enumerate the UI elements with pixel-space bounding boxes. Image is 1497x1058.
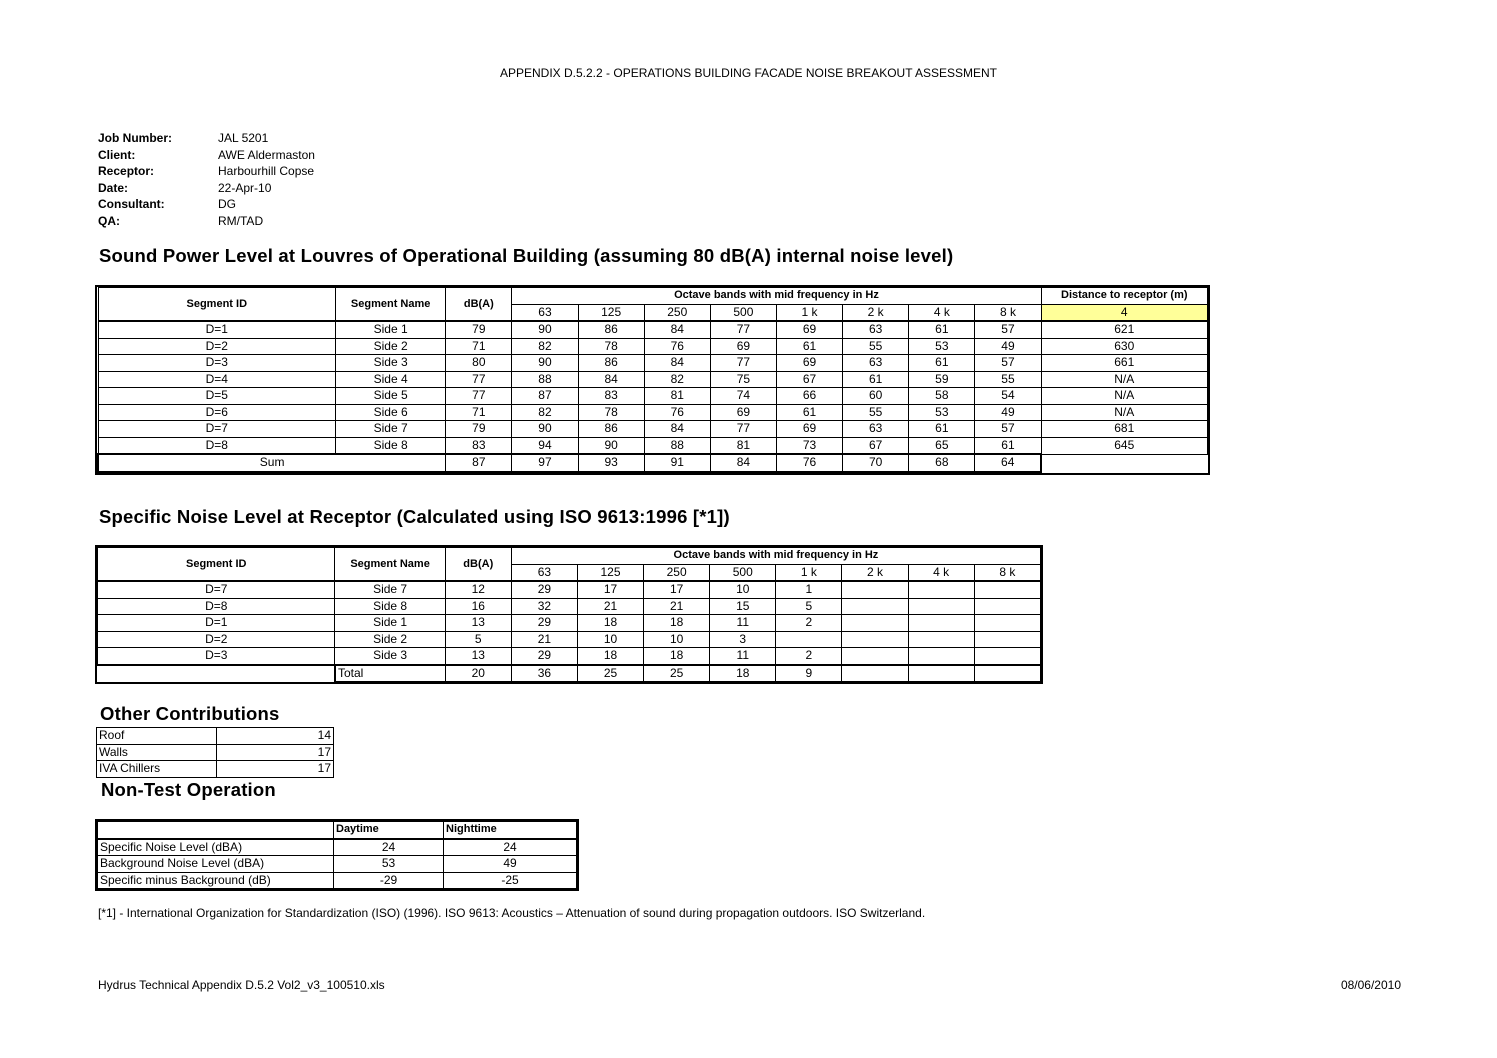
total-label: Total bbox=[335, 665, 445, 682]
info-label: Date: bbox=[98, 180, 129, 195]
section1-heading: Sound Power Level at Louvres of Operational Building (assuming 80 dB(A) internal noise level) bbox=[99, 245, 954, 266]
band-cell: 10 bbox=[577, 631, 643, 648]
band-cell bbox=[842, 615, 908, 632]
distance-cell: 621 bbox=[1041, 321, 1207, 338]
table-row bbox=[98, 321, 1208, 338]
dba-cell: 16 bbox=[445, 598, 511, 615]
segment-name-cell: Side 2 bbox=[336, 338, 446, 355]
nontest-night: 24 bbox=[444, 839, 577, 856]
band-cell bbox=[974, 598, 1040, 615]
dba-cell: 71 bbox=[446, 338, 512, 355]
total-band: 25 bbox=[577, 665, 643, 682]
band-cell: 2 bbox=[776, 615, 842, 632]
specific-noise-table bbox=[97, 547, 1041, 682]
dba-cell: 5 bbox=[445, 631, 511, 648]
info-row bbox=[98, 130, 315, 147]
col-segment-id: Segment ID bbox=[98, 548, 335, 582]
segment-name-cell: Side 7 bbox=[335, 581, 445, 598]
band-cell: 76 bbox=[644, 404, 710, 421]
other-value: 17 bbox=[217, 744, 334, 761]
segment-name-cell: Side 1 bbox=[335, 615, 445, 632]
nontest-heading: Non-Test Operation bbox=[101, 779, 276, 800]
band-cell: 49 bbox=[975, 338, 1041, 355]
nontest-blank bbox=[98, 822, 334, 839]
info-label: Receptor: bbox=[98, 164, 155, 179]
band-cell: 75 bbox=[710, 371, 776, 388]
table-row bbox=[98, 388, 1208, 405]
band-cell bbox=[974, 631, 1040, 648]
nontest-label: Background Noise Level (dBA) bbox=[98, 856, 334, 873]
info-label: Job Number: bbox=[98, 131, 173, 145]
segment-id-cell: D=3 bbox=[98, 648, 335, 665]
segment-name-cell: Side 3 bbox=[335, 648, 445, 665]
footer-date: 08/06/2010 bbox=[1340, 978, 1401, 992]
band-cell: 78 bbox=[578, 404, 644, 421]
distance-cell: N/A bbox=[1041, 404, 1207, 421]
band-cell: 2 bbox=[776, 648, 842, 665]
info-row bbox=[98, 163, 315, 180]
distance-cell: N/A bbox=[1041, 371, 1207, 388]
segment-id-cell: D=3 bbox=[98, 355, 336, 372]
band-cell: 82 bbox=[512, 404, 578, 421]
total-band: 9 bbox=[776, 665, 842, 682]
info-value: AWE Aldermaston bbox=[218, 147, 315, 162]
nontest-night: 49 bbox=[444, 856, 577, 873]
col-segment-id: Segment ID bbox=[98, 288, 336, 322]
band-header: 1 k bbox=[776, 564, 842, 581]
band-header: 4 k bbox=[908, 564, 974, 581]
col-octave: Octave bands with mid frequency in Hz bbox=[511, 548, 1040, 565]
band-header: 250 bbox=[644, 564, 710, 581]
band-header: 63 bbox=[511, 564, 577, 581]
band-cell: 61 bbox=[843, 371, 909, 388]
band-cell: 58 bbox=[909, 388, 975, 405]
band-cell: 61 bbox=[909, 321, 975, 338]
table-row bbox=[98, 338, 1208, 355]
band-cell: 10 bbox=[644, 631, 710, 648]
segment-id-cell: D=4 bbox=[98, 371, 336, 388]
band-cell: 69 bbox=[776, 355, 842, 372]
band-cell: 21 bbox=[511, 631, 577, 648]
sum-dba: 87 bbox=[446, 454, 512, 472]
band-cell: 32 bbox=[511, 598, 577, 615]
band-cell: 29 bbox=[511, 648, 577, 665]
band-cell: 29 bbox=[511, 581, 577, 598]
distance-cell: 681 bbox=[1041, 421, 1207, 438]
band-cell: 53 bbox=[909, 404, 975, 421]
band-cell: 17 bbox=[644, 581, 710, 598]
col-segment-name: Segment Name bbox=[336, 288, 446, 322]
band-cell: 57 bbox=[975, 355, 1041, 372]
total-row bbox=[98, 665, 1041, 682]
band-cell: 69 bbox=[776, 321, 842, 338]
band-cell bbox=[974, 648, 1040, 665]
band-cell: 49 bbox=[975, 404, 1041, 421]
band-cell: 77 bbox=[710, 421, 776, 438]
band-cell bbox=[908, 598, 974, 615]
band-cell bbox=[908, 648, 974, 665]
info-row bbox=[98, 180, 315, 197]
segment-name-cell: Side 8 bbox=[336, 437, 446, 454]
sum-band: 97 bbox=[512, 454, 578, 472]
band-cell: 69 bbox=[776, 421, 842, 438]
band-cell: 76 bbox=[644, 338, 710, 355]
other-label: Roof bbox=[97, 728, 217, 745]
band-cell bbox=[908, 631, 974, 648]
info-label: Client: bbox=[98, 147, 136, 162]
sum-label: Sum bbox=[98, 454, 446, 472]
band-cell: 82 bbox=[644, 371, 710, 388]
band-cell: 61 bbox=[975, 437, 1041, 454]
band-cell bbox=[842, 598, 908, 615]
footnote: [*1] - International Organization for Standardization (ISO) (1996). ISO 9613: Acoustics – Attenuation of sound during propagation outdoors. ISO Switzerland. bbox=[98, 906, 926, 920]
segment-id-cell: D=8 bbox=[98, 437, 336, 454]
band-cell: 55 bbox=[843, 404, 909, 421]
band-header: 4 k bbox=[909, 304, 975, 321]
band-cell: 18 bbox=[577, 648, 643, 665]
band-cell: 84 bbox=[578, 371, 644, 388]
distance-cell: N/A bbox=[1041, 388, 1207, 405]
other-value: 14 bbox=[217, 728, 334, 745]
band-cell: 61 bbox=[909, 355, 975, 372]
info-row bbox=[98, 196, 315, 213]
dba-cell: 77 bbox=[446, 388, 512, 405]
band-cell: 18 bbox=[644, 615, 710, 632]
band-cell bbox=[842, 648, 908, 665]
segment-id-cell: D=8 bbox=[98, 598, 335, 615]
band-cell: 69 bbox=[710, 338, 776, 355]
nontest-day: 53 bbox=[334, 856, 444, 873]
col-octave: Octave bands with mid frequency in Hz bbox=[512, 288, 1041, 305]
info-value: DG bbox=[218, 197, 236, 212]
section2-heading: Specific Noise Level at Receptor (Calculated using ISO 9613:1996 [*1]) bbox=[99, 506, 730, 527]
dba-cell: 12 bbox=[445, 581, 511, 598]
sum-band: 93 bbox=[578, 454, 644, 472]
band-cell: 73 bbox=[776, 437, 842, 454]
band-cell: 3 bbox=[710, 631, 776, 648]
band-cell: 90 bbox=[578, 437, 644, 454]
info-value: JAL 5201 bbox=[218, 131, 269, 145]
segment-name-cell: Side 2 bbox=[335, 631, 445, 648]
band-cell: 63 bbox=[843, 421, 909, 438]
band-cell: 88 bbox=[512, 371, 578, 388]
total-band bbox=[908, 665, 974, 682]
table-row bbox=[98, 404, 1208, 421]
blank-cell bbox=[98, 665, 335, 682]
distance-input-cell: 4 bbox=[1041, 304, 1207, 321]
total-band: 36 bbox=[511, 665, 577, 682]
other-label: IVA Chillers bbox=[97, 761, 217, 778]
other-contributions-table bbox=[96, 727, 334, 778]
band-cell: 61 bbox=[776, 404, 842, 421]
band-cell: 86 bbox=[578, 321, 644, 338]
info-row bbox=[98, 147, 315, 164]
col-distance: Distance to receptor (m) bbox=[1041, 288, 1207, 305]
band-cell: 83 bbox=[578, 388, 644, 405]
band-header: 500 bbox=[710, 564, 776, 581]
col-daytime: Daytime bbox=[334, 822, 444, 839]
band-cell: 67 bbox=[843, 437, 909, 454]
segment-name-cell: Side 3 bbox=[336, 355, 446, 372]
dba-cell: 71 bbox=[446, 404, 512, 421]
band-cell: 55 bbox=[975, 371, 1041, 388]
band-cell: 11 bbox=[710, 615, 776, 632]
segment-id-cell: D=5 bbox=[98, 388, 336, 405]
band-header: 250 bbox=[644, 304, 710, 321]
table-row bbox=[98, 581, 1041, 598]
band-header: 125 bbox=[577, 564, 643, 581]
band-cell: 84 bbox=[644, 421, 710, 438]
band-cell bbox=[974, 581, 1040, 598]
band-cell: 59 bbox=[909, 371, 975, 388]
info-value: 22-Apr-10 bbox=[218, 180, 272, 195]
band-cell: 54 bbox=[975, 388, 1041, 405]
band-cell bbox=[842, 631, 908, 648]
col-segment-name: Segment Name bbox=[335, 548, 445, 582]
band-cell: 77 bbox=[710, 355, 776, 372]
distance-cell: 630 bbox=[1041, 338, 1207, 355]
segment-id-cell: D=1 bbox=[98, 615, 335, 632]
band-cell: 18 bbox=[577, 615, 643, 632]
total-band: 18 bbox=[710, 665, 776, 682]
dba-cell: 77 bbox=[446, 371, 512, 388]
sum-band: 76 bbox=[776, 454, 842, 472]
total-band bbox=[974, 665, 1040, 682]
band-cell: 55 bbox=[843, 338, 909, 355]
table-row bbox=[98, 615, 1041, 632]
other-value: 17 bbox=[217, 761, 334, 778]
table-row bbox=[98, 421, 1208, 438]
dba-cell: 13 bbox=[445, 648, 511, 665]
table-row bbox=[98, 437, 1208, 454]
band-header: 125 bbox=[578, 304, 644, 321]
sum-band: 70 bbox=[843, 454, 909, 472]
band-cell: 82 bbox=[512, 338, 578, 355]
table-row bbox=[98, 598, 1041, 615]
band-cell: 10 bbox=[710, 581, 776, 598]
band-cell: 78 bbox=[578, 338, 644, 355]
sum-row bbox=[98, 454, 1208, 472]
table-row bbox=[98, 371, 1208, 388]
band-cell: 15 bbox=[710, 598, 776, 615]
nontest-day: 24 bbox=[334, 839, 444, 856]
band-cell: 57 bbox=[975, 421, 1041, 438]
table-row bbox=[98, 355, 1208, 372]
nontest-day: -29 bbox=[334, 872, 444, 889]
footer-filename: Hydrus Technical Appendix D.5.2 Vol2_v3_100510.xls bbox=[98, 978, 385, 992]
band-header: 500 bbox=[710, 304, 776, 321]
band-cell: 84 bbox=[644, 321, 710, 338]
band-cell: 11 bbox=[710, 648, 776, 665]
total-band bbox=[842, 665, 908, 682]
band-cell: 86 bbox=[578, 355, 644, 372]
band-cell: 67 bbox=[776, 371, 842, 388]
band-cell: 63 bbox=[843, 321, 909, 338]
band-cell: 90 bbox=[512, 355, 578, 372]
band-header: 63 bbox=[512, 304, 578, 321]
band-header: 8 k bbox=[974, 564, 1040, 581]
info-row bbox=[98, 213, 315, 230]
band-cell: 63 bbox=[843, 355, 909, 372]
dba-cell: 79 bbox=[446, 321, 512, 338]
segment-id-cell: D=7 bbox=[98, 421, 336, 438]
band-cell bbox=[908, 581, 974, 598]
sum-band: 91 bbox=[644, 454, 710, 472]
page-title: APPENDIX D.5.2.2 - OPERATIONS BUILDING FACADE NOISE BREAKOUT ASSESSMENT bbox=[499, 66, 997, 80]
band-header: 8 k bbox=[975, 304, 1041, 321]
segment-id-cell: D=2 bbox=[98, 338, 336, 355]
sum-band: 64 bbox=[975, 454, 1041, 472]
band-cell: 94 bbox=[512, 437, 578, 454]
band-cell: 61 bbox=[776, 338, 842, 355]
sum-band: 68 bbox=[909, 454, 975, 472]
band-cell: 86 bbox=[578, 421, 644, 438]
band-cell: 81 bbox=[710, 437, 776, 454]
dba-cell: 80 bbox=[446, 355, 512, 372]
band-cell bbox=[842, 581, 908, 598]
band-cell: 5 bbox=[776, 598, 842, 615]
info-value: Harbourhill Copse bbox=[218, 164, 315, 179]
distance-cell: 661 bbox=[1041, 355, 1207, 372]
segment-id-cell: D=2 bbox=[98, 631, 335, 648]
segment-name-cell: Side 4 bbox=[336, 371, 446, 388]
band-cell: 17 bbox=[577, 581, 643, 598]
segment-name-cell: Side 6 bbox=[336, 404, 446, 421]
job-info bbox=[98, 130, 315, 230]
band-cell: 87 bbox=[512, 388, 578, 405]
segment-id-cell: D=7 bbox=[98, 581, 335, 598]
band-cell: 74 bbox=[710, 388, 776, 405]
total-band: 25 bbox=[644, 665, 710, 682]
col-dba: dB(A) bbox=[446, 288, 512, 322]
band-cell: 29 bbox=[511, 615, 577, 632]
info-label: Consultant: bbox=[98, 197, 165, 212]
band-cell bbox=[974, 615, 1040, 632]
col-dba: dB(A) bbox=[445, 548, 511, 582]
band-header: 1 k bbox=[776, 304, 842, 321]
band-cell: 61 bbox=[909, 421, 975, 438]
band-cell: 1 bbox=[776, 581, 842, 598]
blank-cell bbox=[1041, 454, 1207, 472]
band-cell bbox=[776, 631, 842, 648]
segment-id-cell: D=6 bbox=[98, 404, 336, 421]
band-cell: 88 bbox=[644, 437, 710, 454]
segment-name-cell: Side 1 bbox=[336, 321, 446, 338]
nontest-night: -25 bbox=[444, 872, 577, 889]
band-cell: 53 bbox=[909, 338, 975, 355]
dba-cell: 13 bbox=[445, 615, 511, 632]
distance-cell: 645 bbox=[1041, 437, 1207, 454]
band-cell: 60 bbox=[843, 388, 909, 405]
band-header: 2 k bbox=[842, 564, 908, 581]
band-cell: 90 bbox=[512, 421, 578, 438]
band-cell: 81 bbox=[644, 388, 710, 405]
other-heading: Other Contributions bbox=[100, 703, 280, 724]
segment-id-cell: D=1 bbox=[98, 321, 336, 338]
info-value: RM/TAD bbox=[218, 213, 264, 228]
dba-cell: 83 bbox=[446, 437, 512, 454]
segment-name-cell: Side 7 bbox=[336, 421, 446, 438]
other-label: Walls bbox=[97, 744, 217, 761]
nontest-label: Specific Noise Level (dBA) bbox=[98, 839, 334, 856]
band-cell: 18 bbox=[644, 648, 710, 665]
total-dba: 20 bbox=[445, 665, 511, 682]
segment-name-cell: Side 8 bbox=[335, 598, 445, 615]
band-cell: 69 bbox=[710, 404, 776, 421]
band-cell: 21 bbox=[577, 598, 643, 615]
sound-power-table bbox=[97, 287, 1208, 473]
band-cell: 65 bbox=[909, 437, 975, 454]
band-cell bbox=[908, 615, 974, 632]
nontest-label: Specific minus Background (dB) bbox=[98, 872, 334, 889]
info-label: QA: bbox=[98, 213, 120, 228]
table-row bbox=[98, 648, 1041, 665]
col-nighttime: Nighttime bbox=[444, 822, 577, 839]
band-cell: 90 bbox=[512, 321, 578, 338]
dba-cell: 79 bbox=[446, 421, 512, 438]
table-row bbox=[98, 631, 1041, 648]
band-header: 2 k bbox=[843, 304, 909, 321]
band-cell: 84 bbox=[644, 355, 710, 372]
band-cell: 57 bbox=[975, 321, 1041, 338]
sum-band: 84 bbox=[710, 454, 776, 472]
nontest-table bbox=[97, 821, 577, 889]
band-cell: 66 bbox=[776, 388, 842, 405]
segment-name-cell: Side 5 bbox=[336, 388, 446, 405]
band-cell: 21 bbox=[644, 598, 710, 615]
band-cell: 77 bbox=[710, 321, 776, 338]
